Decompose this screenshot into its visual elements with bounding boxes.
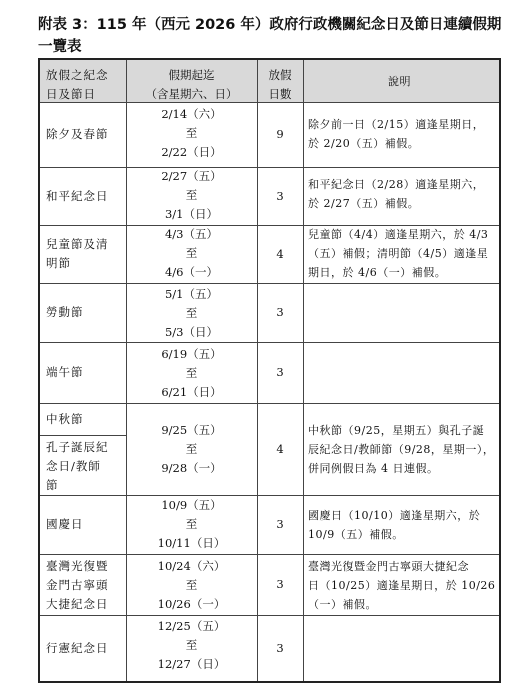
table-row-days <box>257 225 303 283</box>
table-row-name <box>40 438 126 495</box>
note-line: 於 2/20（五）補假。 <box>308 137 420 150</box>
table-row-note <box>303 506 499 554</box>
table-row-name <box>40 557 126 615</box>
note-line: 併同例假日為 4 日連假。 <box>308 461 439 475</box>
period-to: 至 <box>185 246 198 260</box>
period-start: 12/25（五） <box>157 619 226 633</box>
header-period <box>126 66 257 102</box>
header-note <box>303 60 499 102</box>
row-divider <box>40 435 126 436</box>
period-start: 10/9（五） <box>161 498 222 512</box>
period-end: 6/21（日） <box>161 385 222 399</box>
holiday-name: 金門古寧頭 <box>46 578 109 592</box>
days-count: 3 <box>276 577 284 591</box>
note-line: 日（10/25）適逢星期日，於 10/26 <box>308 579 496 592</box>
table-row-period <box>126 617 257 681</box>
header-holiday-name <box>40 66 126 102</box>
days-count: 3 <box>276 305 284 319</box>
holiday-name: 念日/教師 <box>46 459 101 473</box>
table-row-period <box>126 285 257 342</box>
holiday-name: 兒童節及清 <box>46 237 109 251</box>
period-to: 至 <box>185 366 198 380</box>
note-line: （一）補假。 <box>308 598 377 611</box>
period-end: 12/27（日） <box>157 657 226 671</box>
table-row-period <box>126 225 257 283</box>
period-end: 10/11（日） <box>157 536 226 550</box>
period-end: 2/22（日） <box>161 145 222 159</box>
header-holiday-name-line1: 放假之紀念 <box>46 68 109 82</box>
table-row-note <box>303 403 499 495</box>
holiday-name: 中秋節 <box>46 411 84 426</box>
note-line: 辰紀念日/教師節（9/28，星期一）， <box>308 442 495 456</box>
period-start: 4/3（五） <box>164 227 218 241</box>
table-row-period <box>126 496 257 554</box>
days-count: 3 <box>276 188 284 203</box>
note-line: 兒童節（4/4）適逢星期六，於 4/3 <box>308 228 489 241</box>
holiday-name: 大捷紀念日 <box>46 597 109 611</box>
header-period-line2: （含星期六、日） <box>145 87 238 101</box>
table-row-period <box>126 403 257 495</box>
holiday-name: 行憲紀念日 <box>46 640 109 655</box>
table-row-note <box>303 115 499 167</box>
holiday-name: 明節 <box>46 256 71 270</box>
note-line: 和平紀念日（2/28）適逢星期六， <box>308 178 485 191</box>
period-to: 至 <box>185 578 198 592</box>
holiday-name: 勞動節 <box>46 305 84 319</box>
note-line: （五）補假；清明節（4/5）適逢星 <box>308 247 489 260</box>
table-row-days <box>257 342 303 403</box>
table-row-name <box>40 283 126 342</box>
table-row-days <box>257 615 303 681</box>
period-end: 5/3（日） <box>164 325 218 339</box>
note-line: 中秋節（9/25，星期五）與孔子誕 <box>308 423 485 437</box>
holiday-name: 端午節 <box>46 365 84 379</box>
period-end: 4/6（一） <box>164 265 218 279</box>
table-row-name <box>40 615 126 681</box>
header-days-line1: 放假 <box>268 68 292 82</box>
holiday-table <box>38 58 501 683</box>
table-row-note <box>303 225 499 283</box>
document-title: 附表 3：115 年（西元 2026 年）政府行政機關紀念日及節日連續假期一覽表 <box>38 17 502 55</box>
days-count: 4 <box>276 441 284 456</box>
table-row-name <box>40 403 126 435</box>
table-row-name <box>40 495 126 554</box>
header-days <box>257 66 303 102</box>
days-count: 4 <box>276 246 284 261</box>
table-row-period <box>126 105 257 167</box>
table-row-period <box>126 167 257 225</box>
days-count: 3 <box>276 365 284 379</box>
period-to: 至 <box>185 441 198 456</box>
period-end: 3/1（日） <box>164 207 218 221</box>
note-line: 期日，於 4/6（一）補假。 <box>308 266 447 279</box>
table-row-note <box>303 557 499 615</box>
period-start: 6/19（五） <box>161 347 222 361</box>
days-count: 3 <box>276 640 284 655</box>
table-row-note <box>303 175 499 225</box>
note-line: 除夕前一日（2/15）適逢星期日， <box>308 118 485 131</box>
period-start: 2/27（五） <box>161 169 222 183</box>
table-row-period <box>126 345 257 403</box>
days-count: 3 <box>276 517 284 531</box>
note-line: 於 2/27（五）補假。 <box>308 197 420 210</box>
period-to: 至 <box>185 188 198 202</box>
holiday-name: 國慶日 <box>46 517 84 531</box>
table-row-days <box>257 403 303 495</box>
table-row-days <box>257 495 303 554</box>
period-to: 至 <box>185 638 198 652</box>
table-row-name <box>40 342 126 403</box>
period-start: 2/14（六） <box>161 107 222 121</box>
holiday-name: 臺灣光復暨 <box>46 559 109 573</box>
note-line: 國慶日（10/10）適逢星期六，於 <box>308 509 481 522</box>
period-to: 至 <box>185 306 198 320</box>
header-period-line1: 假期起迄 <box>168 68 215 82</box>
note-line: 臺灣光復暨金門古寧頭大捷紀念 <box>308 560 469 573</box>
holiday-name: 孔子誕辰紀 <box>46 440 109 454</box>
table-row-name <box>40 102 126 167</box>
table-row-days <box>257 283 303 342</box>
days-count: 9 <box>276 127 284 141</box>
table-row-days <box>257 167 303 225</box>
period-end: 9/28（一） <box>161 460 222 475</box>
holiday-name: 節 <box>46 478 59 492</box>
period-end: 10/26（一） <box>157 597 226 611</box>
header-holiday-name-line2: 日及節日 <box>46 87 96 101</box>
period-start: 5/1（五） <box>164 287 218 301</box>
period-to: 至 <box>185 126 198 140</box>
header-note-label: 說明 <box>388 74 411 88</box>
table-row-days <box>257 102 303 167</box>
period-start: 9/25（五） <box>161 422 222 437</box>
period-to: 至 <box>185 517 198 531</box>
period-start: 10/24（六） <box>157 559 226 573</box>
table-row-name <box>40 167 126 225</box>
table-row-period <box>126 557 257 615</box>
holiday-name: 除夕及春節 <box>46 127 109 141</box>
note-line: 10/9（五）補假。 <box>308 528 404 541</box>
table-row-days <box>257 554 303 615</box>
header-days-line2: 日數 <box>268 87 292 101</box>
table-row-name <box>40 225 126 283</box>
holiday-name: 和平紀念日 <box>46 188 109 203</box>
